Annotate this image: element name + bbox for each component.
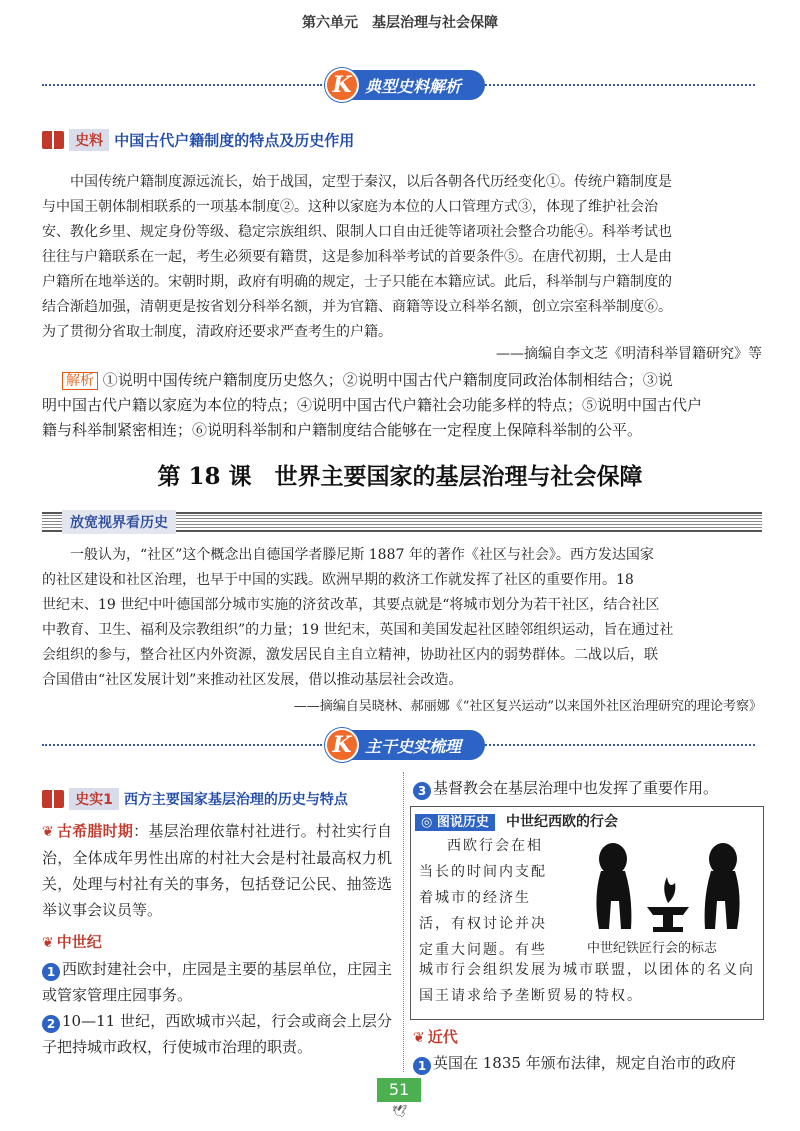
source-citation: ——摘编自李文芝《明清科举冒籍研究》等 [496,346,762,362]
source-line: 中国传统户籍制度源远流长，始于战国，定型于秦汉，以后各朝各代历经变化①。传统户籍制度是 [70,174,672,190]
figure-line: 活，有权讨论并决 [419,916,547,932]
item-text: 英国在 1835 年颁布法律，规定自治市的政府 [433,1054,736,1072]
bird-icon: 🕊 [392,1104,408,1118]
leaf-icon: ❦ [42,935,54,951]
figure-line: 西欧行会在相 [447,838,543,854]
source-tag: 史料 [69,129,109,151]
era-medieval [42,929,392,956]
figure-tag: ◎ 图说历史 [415,814,495,831]
number-badge: 2 [42,1015,60,1033]
blacksmith-guild-emblem-icon [583,837,753,937]
number-badge: 1 [413,1057,431,1075]
intro-line: 一般认为，“社区”这个概念出自德国学者滕尼斯 1887 年的著作《社区与社会》。西方发达国家 [70,547,654,563]
page-number: 51 [377,1078,421,1102]
source-line: 为了贯彻分省取士制度，清政府还要求严查考生的户籍。 [42,324,392,340]
item-text: 西欧封建社会中，庄园是主要的基层单位，庄园主或管家管理庄园事务。 [42,960,393,1004]
banner-label: 放宽视界看历史 [62,510,176,534]
list-item [413,775,763,801]
figure-line: 城市行会组织发展为城市联盟，以团体的名义向 [419,962,755,978]
era-modern [413,1024,763,1051]
source-section-header [42,129,354,151]
source-line: 与中国王朝体制相联系的一项基本制度②。这种以家庭为本位的人口管理方式③，体现了维护社会治 [42,199,658,215]
source-line: 户籍所在地举送的。宋朝时期，政府有明确的规定，士子只能在本籍应试。此后，科举制与户籍制度的 [42,274,672,290]
k-logo-icon: K [325,68,359,102]
source-line: 安、教化乡里、规定身份等级、稳定宗族组织、限制人口自由迁徙等诸项社会整合功能④。科举考试也 [42,224,672,240]
book-icon [42,131,64,149]
fact-header [42,788,392,810]
intro-line: 世纪末、19 世纪中叶德国部分城市实施的济贫改革，其要点就是“将城市划分为若干社区，结合社区 [42,597,660,613]
figure-line: 当长的时间内支配 [419,864,547,880]
book-icon [42,790,64,808]
analysis-block [62,368,762,394]
figure-line: 定重大问题。有些 [419,942,547,958]
left-column [42,788,392,1060]
source-line: 结合渐趋加强，清朝更是按省划分科举名额，并为官籍、商籍等设立科举名额，创立宗室科举制度⑥。 [42,299,672,315]
section-badge-main-facts [325,730,485,760]
number-badge: 1 [42,963,60,981]
intro-line: 合国借由“社区发展计划”来推动社区发展，借以推动基层社会改造。 [42,672,463,688]
figure-title: 中世纪西欧的行会 [505,814,618,830]
era-text: ：基层治理依靠村社进行。村社实行自治，全体成年男性出席的村社大会是村社最高权力机关，处理与村社有关的事务，包括登记公民、抽签选举议事会议员等。 [42,822,392,919]
era-ancient-greece [42,818,392,923]
figure-text-continued [419,957,757,1009]
divider-right [485,84,755,86]
badge-label: 主干史实梳理 [365,736,462,756]
source-paragraph [42,170,762,345]
figure-line: 着城市的经济生 [419,890,531,906]
leaf-icon: ❦ [42,824,54,840]
badge-label: 典型史料解析 [365,76,462,96]
intro-line: 会组织的参与，整合社区内外资源，激发居民自主自立精神，协助社区内的弱势群体。二战以后，联 [42,647,658,663]
item-text: 10—11 世纪，西欧城市兴起，行会或商会上层分子把持城市政权，行使城市治理的职责。 [42,1012,392,1056]
source-section-title: 中国古代户籍制度的特点及历史作用 [114,131,355,150]
list-item [42,956,392,1008]
divider-left [42,84,322,86]
intro-line: 中教育、卫生、福利及宗教组织”的力量；19 世纪末，英国和美国发起社区睦邻组织运动，旨在通过社 [42,622,674,638]
page-header-title: 第六单元 基层治理与社会保障 [302,15,498,31]
analysis-tag: 解析 [62,372,98,390]
source-line: 往往与户籍联系在一起，考生必须要有籍贯，这是参加科举考试的首要条件⑤。在唐代初期，士人是由 [42,249,672,265]
lesson-title: 第 18 课 世界主要国家的基层治理与社会保障 [157,463,643,490]
intro-citation: ——摘编自吴晓林、郝丽娜《“社区复兴运动”以来国外社区治理研究的理论考察》 [293,699,762,714]
figure-text [419,833,579,963]
section-badge-typical-sources [325,70,485,100]
list-item [413,1050,763,1076]
era-label: 近代 [427,1028,458,1046]
k-logo-icon: K [325,728,359,762]
divider-left [42,744,322,746]
fact-tag: 史实1 [69,788,119,810]
figure-box [410,806,764,1020]
intro-paragraph [42,543,762,693]
analysis-line: 明中国古代户籍以家庭为本位的特点；④说明中国古代户籍社会功能多样的特点；⑤说明中国古代户 [42,396,703,414]
figure-caption: 中世纪铁匠行会的标志 [587,941,718,956]
leaf-icon: ❦ [413,1030,425,1046]
column-divider [403,772,404,1072]
analysis-line: ①说明中国传统户籍制度历史悠久；②说明中国古代户籍制度同政治体制相结合；③说 [102,371,673,389]
figure-header [415,811,618,831]
era-label: 古希腊时期 [56,822,134,840]
list-item [42,1008,392,1060]
number-badge: 3 [413,782,431,800]
fact-title: 西方主要国家基层治理的历史与特点 [123,792,348,808]
divider-right [485,744,755,746]
intro-line: 的社区建设和社区治理，也早于中国的实践。欧洲早期的救济工作就发挥了社区的重要作用。18 [42,572,634,588]
item-text: 基督教会在基层治理中也发挥了重要作用。 [433,779,719,797]
figure-line: 国王请求给予垄断贸易的特权。 [419,988,643,1004]
era-label: 中世纪 [56,933,102,951]
analysis-line: 籍与科举制紧密相连；⑥说明科举制和户籍制度结合能够在一定程度上保障科举制的公平。 [42,421,643,439]
figure-tag-label: 图说历史 [436,815,489,830]
